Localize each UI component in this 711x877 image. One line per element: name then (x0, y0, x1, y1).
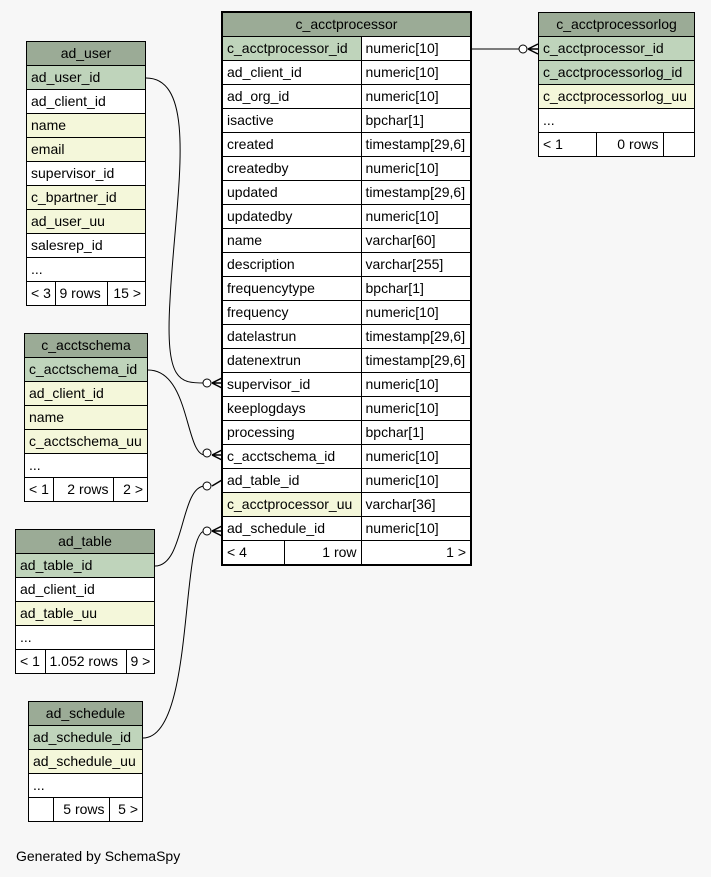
parents-count: < 4 (223, 541, 284, 565)
parents-count (29, 798, 53, 822)
column-row[interactable]: ad_client_id (16, 578, 154, 602)
column-name[interactable]: c_acctschema_id (223, 445, 361, 469)
column-name[interactable]: updated (223, 181, 361, 205)
column-row[interactable]: c_acctprocessor_id (539, 37, 694, 61)
column-type: numeric[10] (361, 445, 470, 469)
column-name[interactable]: updatedby (223, 205, 361, 229)
column-type: numeric[10] (361, 61, 470, 85)
table-ad-schedule[interactable] (28, 701, 143, 822)
parents-count: < 1 (25, 478, 53, 502)
column-row[interactable]: ad_schedule_id (29, 726, 142, 750)
column-row[interactable]: name (25, 406, 147, 430)
table-c-acctschema[interactable] (24, 333, 148, 502)
column-name[interactable]: datenextrun (223, 349, 361, 373)
column-row: ... (29, 774, 142, 798)
parents-count: < 3 (27, 282, 55, 306)
column-name[interactable]: name (223, 229, 361, 253)
column-type: timestamp[29,6] (361, 325, 470, 349)
column-row[interactable]: ad_table_id (16, 554, 154, 578)
column-row: ... (27, 258, 145, 282)
column-name[interactable]: ad_table_id (223, 469, 361, 493)
table-ad-user[interactable] (26, 41, 146, 306)
table-title[interactable]: c_acctschema (25, 334, 147, 358)
column-type: numeric[10] (361, 469, 470, 493)
column-row[interactable]: ad_schedule_uu (29, 750, 142, 774)
row-count: 2 rows (53, 478, 113, 502)
column-name[interactable]: created (223, 133, 361, 157)
column-name[interactable]: c_acctprocessor_uu (223, 493, 361, 517)
column-row[interactable]: c_acctprocessorlog_id (539, 61, 694, 85)
parents-count: < 1 (539, 133, 596, 157)
children-count: 2 > (113, 478, 147, 502)
column-type: numeric[10] (361, 301, 470, 325)
children-count: 5 > (109, 798, 142, 822)
column-name[interactable]: keeplogdays (223, 397, 361, 421)
row-count: 1 row (284, 541, 361, 565)
column-row[interactable]: email (27, 138, 145, 162)
table-c-acctprocessor[interactable] (221, 11, 472, 566)
column-row[interactable]: salesrep_id (27, 234, 145, 258)
table-title[interactable]: ad_table (16, 530, 154, 554)
column-type: numeric[10] (361, 85, 470, 109)
link-ad-user (146, 78, 205, 383)
column-name[interactable]: createdby (223, 157, 361, 181)
column-type: numeric[10] (361, 205, 470, 229)
row-count: 9 rows (55, 282, 107, 306)
column-type: numeric[10] (361, 397, 470, 421)
column-name[interactable]: supervisor_id (223, 373, 361, 397)
column-row: ... (25, 454, 147, 478)
column-name[interactable]: frequency (223, 301, 361, 325)
children-count: 15 > (107, 282, 145, 306)
generated-by-label: Generated by SchemaSpy (16, 848, 181, 864)
column-type: timestamp[29,6] (361, 349, 470, 373)
column-row[interactable]: c_bpartner_id (27, 186, 145, 210)
row-count: 1.052 rows (45, 650, 126, 674)
children-count (663, 133, 694, 157)
column-name[interactable]: ad_schedule_id (223, 517, 361, 541)
column-row: ... (539, 109, 694, 133)
column-type: numeric[10] (361, 37, 470, 61)
column-type: bpchar[1] (361, 109, 470, 133)
parents-count: < 1 (16, 650, 45, 674)
table-ad-table[interactable] (15, 529, 155, 674)
column-type: timestamp[29,6] (361, 181, 470, 205)
column-type: numeric[10] (361, 517, 470, 541)
children-count: 9 > (126, 650, 154, 674)
table-c-acctprocessorlog[interactable] (538, 12, 695, 157)
column-type: bpchar[1] (361, 277, 470, 301)
column-name[interactable]: c_acctprocessor_id (223, 37, 361, 61)
column-type: timestamp[29,6] (361, 133, 470, 157)
column-name[interactable]: ad_org_id (223, 85, 361, 109)
column-name[interactable]: frequencytype (223, 277, 361, 301)
column-name[interactable]: description (223, 253, 361, 277)
row-count: 0 rows (596, 133, 663, 157)
column-row[interactable]: ad_user_id (27, 66, 145, 90)
column-type: varchar[255] (361, 253, 470, 277)
column-name[interactable]: processing (223, 421, 361, 445)
column-row: ... (16, 626, 154, 650)
column-row[interactable]: c_acctschema_uu (25, 430, 147, 454)
column-type: bpchar[1] (361, 421, 470, 445)
table-title[interactable]: ad_user (27, 42, 145, 66)
column-name[interactable]: ad_client_id (223, 61, 361, 85)
column-row[interactable]: ad_user_uu (27, 210, 145, 234)
column-name[interactable]: datelastrun (223, 325, 361, 349)
column-type: numeric[10] (361, 157, 470, 181)
column-row[interactable]: supervisor_id (27, 162, 145, 186)
table-title[interactable]: ad_schedule (29, 702, 142, 726)
column-row[interactable]: c_acctschema_id (25, 358, 147, 382)
column-row[interactable]: ad_client_id (25, 382, 147, 406)
column-row[interactable]: c_acctprocessorlog_uu (539, 85, 694, 109)
children-count: 1 > (361, 541, 470, 565)
column-type: numeric[10] (361, 373, 470, 397)
column-name[interactable]: isactive (223, 109, 361, 133)
column-row[interactable]: name (27, 114, 145, 138)
column-type: varchar[60] (361, 229, 470, 253)
row-count: 5 rows (53, 798, 109, 822)
table-title[interactable]: c_acctprocessor (223, 13, 470, 37)
table-title[interactable]: c_acctprocessorlog (539, 13, 694, 37)
column-type: varchar[36] (361, 493, 470, 517)
column-row[interactable]: ad_client_id (27, 90, 145, 114)
link-ad-table (155, 486, 205, 566)
column-row[interactable]: ad_table_uu (16, 602, 154, 626)
